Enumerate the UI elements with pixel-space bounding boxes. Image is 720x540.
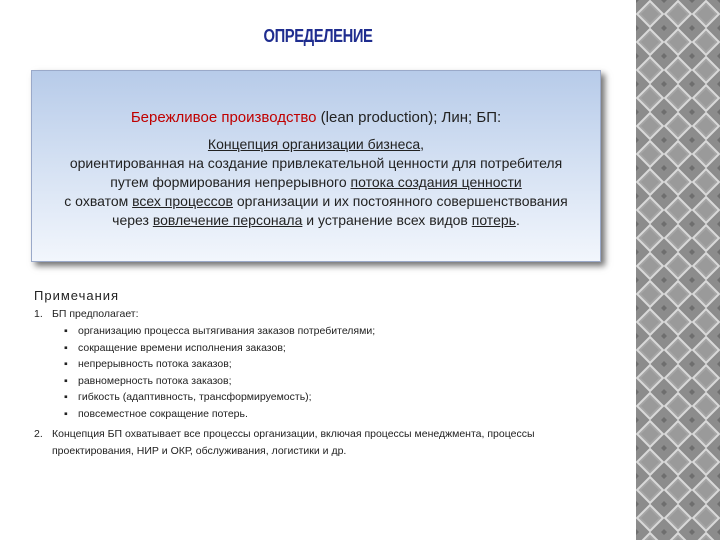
notes-section bbox=[34, 288, 554, 459]
decorative-pattern bbox=[636, 0, 720, 540]
definition-line-2: ориентированная на создание привлекательной ценности для потребителя bbox=[69, 155, 563, 171]
bullet-icon: ▪ bbox=[64, 341, 68, 354]
notes-title: Примечания bbox=[34, 288, 120, 303]
definition-line-1: Концепция организации бизнеса, bbox=[207, 136, 425, 152]
slide-title: ОПРЕДЕЛЕНИЕ bbox=[263, 26, 373, 46]
bullet-icon: ▪ bbox=[64, 374, 68, 387]
bullet-icon: ▪ bbox=[64, 325, 68, 337]
note-bullet-list bbox=[34, 323, 554, 422]
bullet-icon: ▪ bbox=[64, 358, 68, 370]
definition-term: Бережливое производство bbox=[130, 109, 317, 126]
definition-line-4: с охватом всех процессов организации и их постоянного совершенствования bbox=[64, 193, 568, 209]
definition-text bbox=[32, 135, 600, 230]
concept-link[interactable]: Концепция организации бизнеса bbox=[207, 136, 421, 152]
definition-line-5: через вовлечение персонала и устранение всех видов потерь. bbox=[112, 212, 520, 228]
list-item: ▪ гибкость (адаптивность, трансформируемость); bbox=[64, 389, 554, 406]
list-item: ▪ повсеместное сокращение потерь. bbox=[64, 406, 554, 423]
staff-involvement-link[interactable]: вовлечение персонала bbox=[152, 212, 303, 228]
note-text: БП предполагает: bbox=[52, 308, 139, 320]
list-item: ▪ организацию процесса вытягивания заказов потребителями; bbox=[64, 323, 554, 340]
bullet-icon: ▪ bbox=[64, 407, 68, 420]
all-processes-link[interactable]: всех процессов bbox=[132, 193, 233, 209]
value-stream-link[interactable]: потока создания ценности bbox=[350, 174, 522, 190]
definition-box bbox=[31, 70, 601, 262]
note-text: Концепция БП охватывает все процессы организации, включая процессы менеджмента, процессы проектирования, НИР и ОКР, обслуживания, логистики и др. bbox=[52, 428, 535, 457]
note-number: 1. bbox=[34, 308, 43, 320]
definition-heading bbox=[32, 109, 600, 126]
waste-link[interactable]: потерь bbox=[471, 212, 516, 228]
definition-term-rest: (lean production); Лин; БП: bbox=[316, 109, 502, 126]
list-item: ▪ непрерывность потока заказов; bbox=[64, 356, 554, 373]
list-item: ▪ равномерность потока заказов; bbox=[64, 373, 554, 390]
list-item: ▪ сокращение времени исполнения заказов; bbox=[64, 340, 554, 357]
note-item-1 bbox=[34, 306, 554, 323]
note-item-2 bbox=[34, 426, 554, 459]
note-number: 2. bbox=[34, 428, 43, 440]
definition-line-3: путем формирования непрерывного потока создания ценности bbox=[110, 174, 522, 190]
bullet-icon: ▪ bbox=[64, 391, 68, 403]
